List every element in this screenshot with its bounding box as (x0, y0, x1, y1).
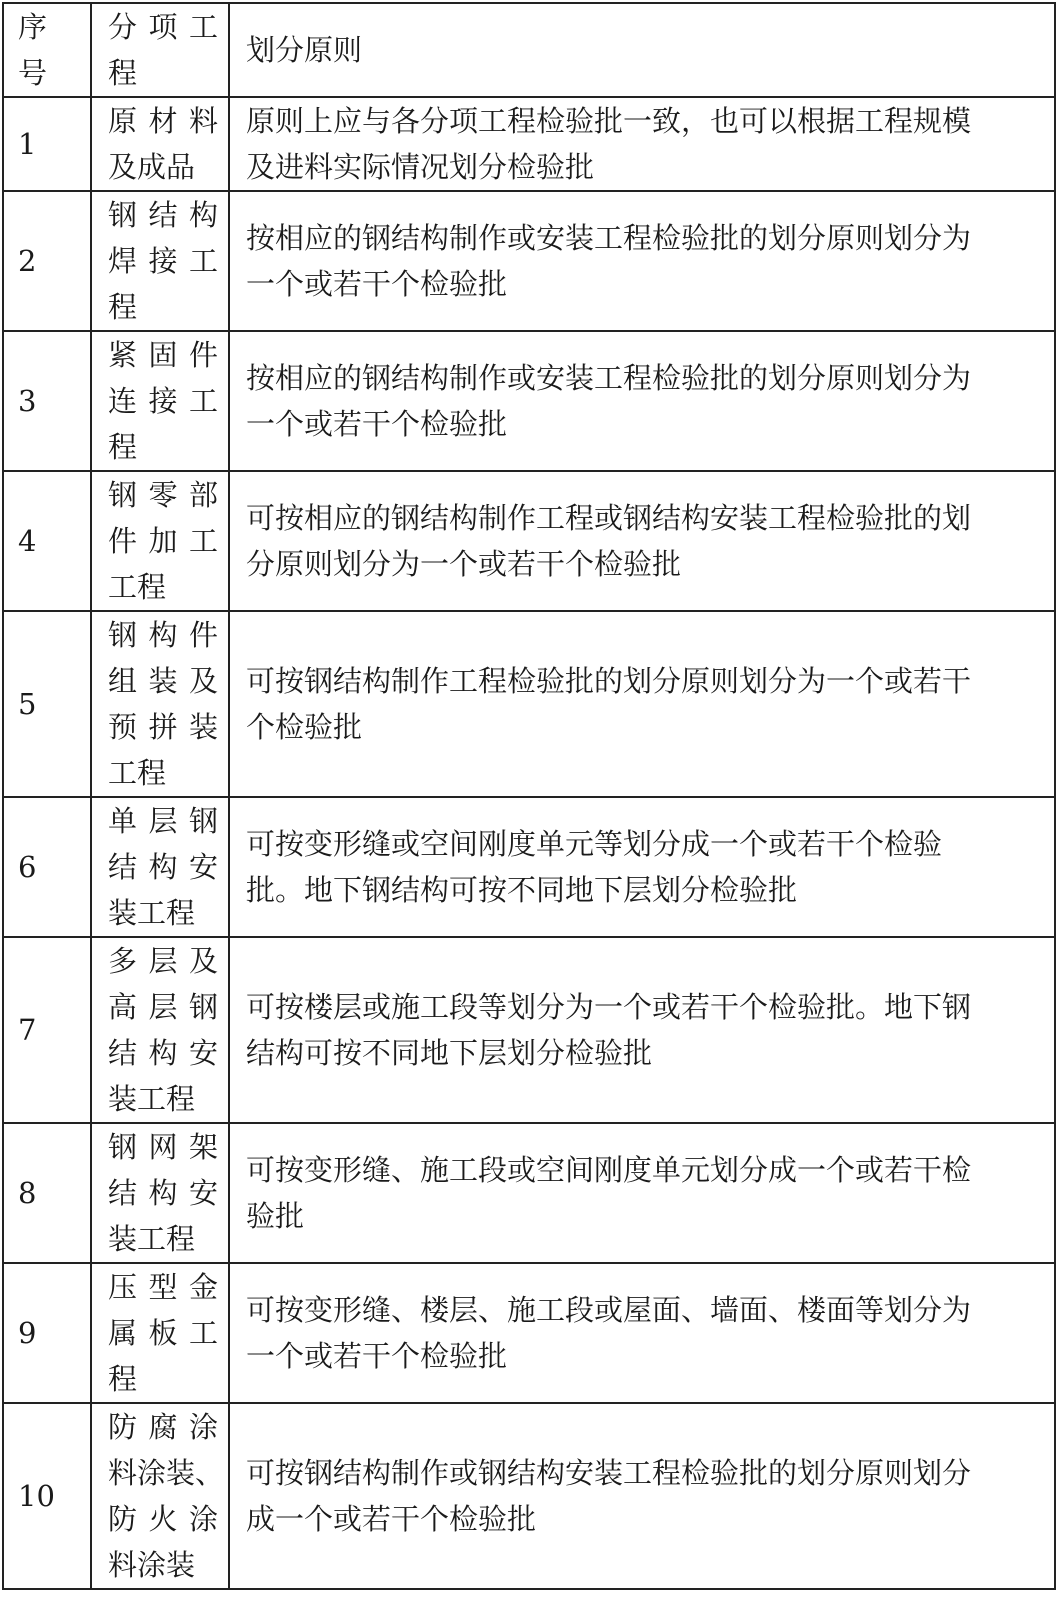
table-body (3, 3, 1055, 1589)
header-principle-line: 划分原则 (246, 33, 363, 67)
row-sub-item-line: 高 层 钢 (108, 990, 218, 1024)
row-sub-item-line: 装工程 (108, 1082, 196, 1116)
row-sub-item (91, 97, 229, 191)
row-principle (229, 611, 1055, 797)
row-sub-item (91, 1263, 229, 1403)
row-sub-item-line: 单 层 钢 (108, 804, 218, 838)
row-sub-item-line: 防 火 涂 (108, 1502, 218, 1536)
row-sub-item (91, 611, 229, 797)
row-principle-line: 可按变形缝、楼层、施工段或屋面、墙面、楼面等划分为 (246, 1293, 972, 1327)
table-row (3, 1403, 1055, 1589)
row-principle-line: 可按变形缝或空间刚度单元等划分成一个或若干个检验 (246, 827, 943, 861)
row-principle-line: 可按相应的钢结构制作工程或钢结构安装工程检验批的划 (246, 501, 972, 535)
row-sub-item-line: 结 构 安 (108, 1036, 218, 1070)
row-serial-number: 2 (3, 191, 91, 331)
row-principle (229, 331, 1055, 471)
row-sub-item-line: 及成品 (108, 150, 196, 184)
row-sub-item-line: 组 装 及 (108, 664, 218, 698)
row-principle-line: 按相应的钢结构制作或安装工程检验批的划分原则划分为 (246, 221, 972, 255)
row-sub-item-line: 压 型 金 (108, 1270, 218, 1304)
row-principle-line: 原则上应与各分项工程检验批一致，也可以根据工程规模 (246, 104, 972, 138)
row-sub-item (91, 797, 229, 937)
row-sub-item-line: 料涂装、 (108, 1456, 225, 1490)
row-principle-line: 按相应的钢结构制作或安装工程检验批的划分原则划分为 (246, 361, 972, 395)
row-serial-number: 1 (3, 97, 91, 191)
row-principle-line: 分原则划分为一个或若干个检验批 (246, 547, 682, 581)
row-sub-item-line: 连 接 工 (108, 384, 218, 418)
row-principle (229, 797, 1055, 937)
row-serial-number: 9 (3, 1263, 91, 1403)
row-serial-number: 5 (3, 611, 91, 797)
row-sub-item (91, 191, 229, 331)
row-serial-number: 7 (3, 937, 91, 1123)
row-sub-item-line: 件 加 工 (108, 524, 218, 558)
table-row (3, 331, 1055, 471)
row-sub-item-line: 钢 零 部 (108, 478, 218, 512)
row-serial-number: 6 (3, 797, 91, 937)
row-sub-item-line: 焊 接 工 (108, 244, 218, 278)
row-principle-line: 验批 (246, 1199, 305, 1233)
header-serial-number (3, 3, 91, 97)
table-row (3, 471, 1055, 611)
row-principle (229, 1263, 1055, 1403)
row-sub-item-line: 防 腐 涂 (108, 1410, 218, 1444)
row-sub-item-line: 程 (108, 290, 138, 324)
row-sub-item-line: 钢 构 件 (108, 618, 218, 652)
row-principle (229, 471, 1055, 611)
table-row (3, 97, 1055, 191)
table-row (3, 611, 1055, 797)
row-principle-line: 可按楼层或施工段等划分为一个或若干个检验批。地下钢 (246, 990, 972, 1024)
row-serial-number: 10 (3, 1403, 91, 1589)
inspection-batch-table (2, 2, 1056, 1590)
row-principle-line: 个检验批 (246, 710, 363, 744)
row-sub-item-line: 紧 固 件 (108, 338, 218, 372)
row-principle-line: 及进料实际情况划分检验批 (246, 150, 595, 184)
row-principle-line: 一个或若干个检验批 (246, 267, 508, 301)
row-serial-number: 4 (3, 471, 91, 611)
row-principle-line: 可按钢结构制作工程检验批的划分原则划分为一个或若干 (246, 664, 972, 698)
row-principle (229, 1123, 1055, 1263)
table-row (3, 797, 1055, 937)
table-row (3, 191, 1055, 331)
row-sub-item-line: 钢 结 构 (108, 198, 218, 232)
table-header-row (3, 3, 1055, 97)
row-serial-number: 3 (3, 331, 91, 471)
row-principle-line: 可按变形缝、施工段或空间刚度单元划分成一个或若干检 (246, 1153, 972, 1187)
row-principle (229, 191, 1055, 331)
row-principle-line: 一个或若干个检验批 (246, 407, 508, 441)
header-sub-item (91, 3, 229, 97)
row-sub-item-line: 料涂装 (108, 1548, 196, 1582)
row-sub-item (91, 331, 229, 471)
row-serial-number: 8 (3, 1123, 91, 1263)
row-principle-line: 结构可按不同地下层划分检验批 (246, 1036, 653, 1070)
row-sub-item-line: 属 板 工 (108, 1316, 218, 1350)
row-sub-item-line: 预 拼 装 (108, 710, 218, 744)
header-serial-line: 序 (18, 10, 48, 44)
row-sub-item-line: 装工程 (108, 1222, 196, 1256)
row-sub-item-line: 原 材 料 (108, 104, 218, 138)
row-principle-line: 成一个或若干个检验批 (246, 1502, 537, 1536)
row-sub-item (91, 471, 229, 611)
header-serial-line: 号 (18, 56, 48, 90)
header-principle (229, 3, 1055, 97)
row-principle (229, 937, 1055, 1123)
row-principle-line: 批。地下钢结构可按不同地下层划分检验批 (246, 873, 798, 907)
table-row (3, 1263, 1055, 1403)
header-sub-item-line: 程 (108, 56, 138, 90)
row-sub-item (91, 1403, 229, 1589)
row-sub-item-line: 程 (108, 430, 138, 464)
row-sub-item-line: 结 构 安 (108, 850, 218, 884)
row-sub-item-line: 结 构 安 (108, 1176, 218, 1210)
row-principle-line: 可按钢结构制作或钢结构安装工程检验批的划分原则划分 (246, 1456, 972, 1490)
row-principle (229, 1403, 1055, 1589)
row-sub-item-line: 装工程 (108, 896, 196, 930)
table-row (3, 937, 1055, 1123)
row-sub-item-line: 工程 (108, 570, 167, 604)
row-sub-item (91, 937, 229, 1123)
row-sub-item-line: 工程 (108, 756, 167, 790)
row-principle (229, 97, 1055, 191)
row-sub-item-line: 钢 网 架 (108, 1130, 218, 1164)
row-sub-item-line: 多 层 及 (108, 944, 218, 978)
header-sub-item-line: 分 项 工 (108, 10, 218, 44)
row-principle-line: 一个或若干个检验批 (246, 1339, 508, 1373)
row-sub-item-line: 程 (108, 1362, 138, 1396)
row-sub-item (91, 1123, 229, 1263)
table-row (3, 1123, 1055, 1263)
